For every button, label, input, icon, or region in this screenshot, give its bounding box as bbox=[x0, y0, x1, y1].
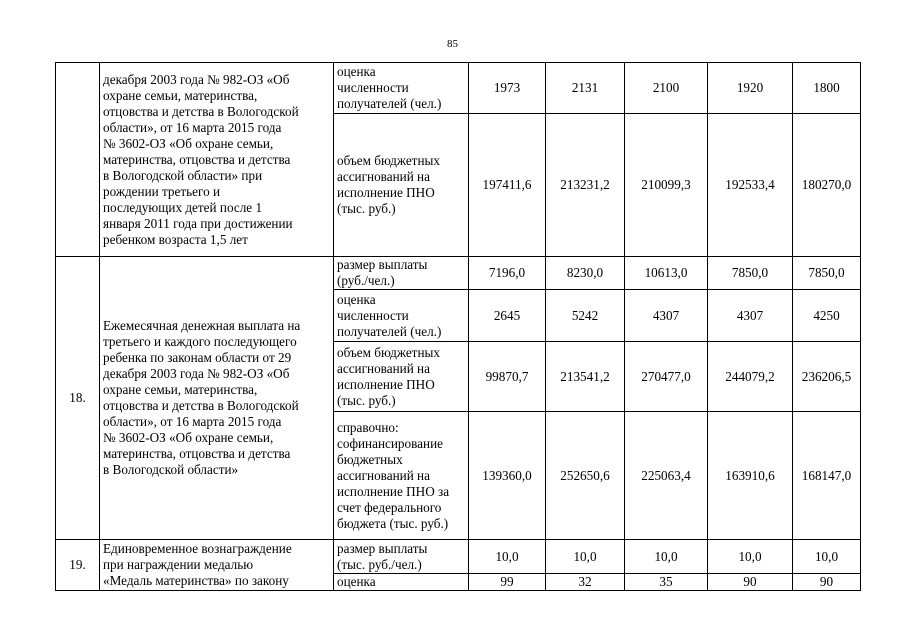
row-number: 19. bbox=[56, 540, 100, 591]
indicator-label: размер выплаты (руб./чел.) bbox=[334, 257, 469, 290]
value-cell: 197411,6 bbox=[469, 114, 546, 257]
value-cell: 10,0 bbox=[625, 540, 708, 574]
value-cell: 10,0 bbox=[469, 540, 546, 574]
value-cell: 4307 bbox=[625, 290, 708, 342]
value-cell: 10,0 bbox=[708, 540, 793, 574]
budget-table bbox=[55, 62, 861, 591]
value-cell: 1973 bbox=[469, 63, 546, 114]
value-cell: 1920 bbox=[708, 63, 793, 114]
value-cell: 7196,0 bbox=[469, 257, 546, 290]
value-cell: 139360,0 bbox=[469, 412, 546, 540]
value-cell: 180270,0 bbox=[793, 114, 861, 257]
value-cell: 90 bbox=[793, 574, 861, 591]
value-cell: 4250 bbox=[793, 290, 861, 342]
table-row bbox=[56, 257, 861, 290]
value-cell: 1800 bbox=[793, 63, 861, 114]
indicator-label: справочно: софинансирование бюджетных ассигнований на исполнение ПНО за счет федерального бюджета (тыс. руб.) bbox=[334, 412, 469, 540]
indicator-label: объем бюджетных ассигнований на исполнение ПНО (тыс. руб.) bbox=[334, 342, 469, 412]
value-cell: 2131 bbox=[546, 63, 625, 114]
value-cell: 168147,0 bbox=[793, 412, 861, 540]
value-cell: 7850,0 bbox=[708, 257, 793, 290]
value-cell: 4307 bbox=[708, 290, 793, 342]
value-cell: 210099,3 bbox=[625, 114, 708, 257]
value-cell: 10,0 bbox=[793, 540, 861, 574]
indicator-label: объем бюджетных ассигнований на исполнение ПНО (тыс. руб.) bbox=[334, 114, 469, 257]
indicator-label: оценка численности получателей (чел.) bbox=[334, 290, 469, 342]
row-description: декабря 2003 года № 982-ОЗ «Об охране семьи, материнства, отцовства и детства в Вологодской области», от 16 марта 2015 года № 3602-ОЗ «Об охране семьи, материнства, отцовства и детства в Вологодской области» при рождении третьего и последующих детей после 1 января 2011 года при достижении ребенком возраста 1,5 лет bbox=[100, 63, 334, 257]
indicator-label: оценка численности получателей (чел.) bbox=[334, 63, 469, 114]
value-cell: 213541,2 bbox=[546, 342, 625, 412]
row-number bbox=[56, 63, 100, 257]
value-cell: 252650,6 bbox=[546, 412, 625, 540]
value-cell: 99870,7 bbox=[469, 342, 546, 412]
page-number: 85 bbox=[447, 38, 458, 50]
row-description: Ежемесячная денежная выплата на третьего и каждого последующего ребенка по законам области от 29 декабря 2003 года № 982-ОЗ «Об охране семьи, материнства, отцовства и детства в Вологодской области», от 16 марта 2015 года № 3602-ОЗ «Об охране семьи, материнства, отцовства и детства в Вологодской области» bbox=[100, 257, 334, 540]
indicator-label: оценка bbox=[334, 574, 469, 591]
value-cell: 35 bbox=[625, 574, 708, 591]
row-description: Единовременное вознаграждение при награждении медалью «Медаль материнства» по закону bbox=[100, 540, 334, 591]
value-cell: 10613,0 bbox=[625, 257, 708, 290]
value-cell: 270477,0 bbox=[625, 342, 708, 412]
table-row bbox=[56, 540, 861, 574]
indicator-label: размер выплаты (тыс. руб./чел.) bbox=[334, 540, 469, 574]
row-number: 18. bbox=[56, 257, 100, 540]
value-cell: 7850,0 bbox=[793, 257, 861, 290]
table-row bbox=[56, 63, 861, 114]
value-cell: 8230,0 bbox=[546, 257, 625, 290]
value-cell: 236206,5 bbox=[793, 342, 861, 412]
value-cell: 225063,4 bbox=[625, 412, 708, 540]
value-cell: 244079,2 bbox=[708, 342, 793, 412]
value-cell: 10,0 bbox=[546, 540, 625, 574]
value-cell: 2645 bbox=[469, 290, 546, 342]
value-cell: 192533,4 bbox=[708, 114, 793, 257]
value-cell: 213231,2 bbox=[546, 114, 625, 257]
value-cell: 163910,6 bbox=[708, 412, 793, 540]
value-cell: 2100 bbox=[625, 63, 708, 114]
value-cell: 5242 bbox=[546, 290, 625, 342]
value-cell: 99 bbox=[469, 574, 546, 591]
value-cell: 32 bbox=[546, 574, 625, 591]
value-cell: 90 bbox=[708, 574, 793, 591]
